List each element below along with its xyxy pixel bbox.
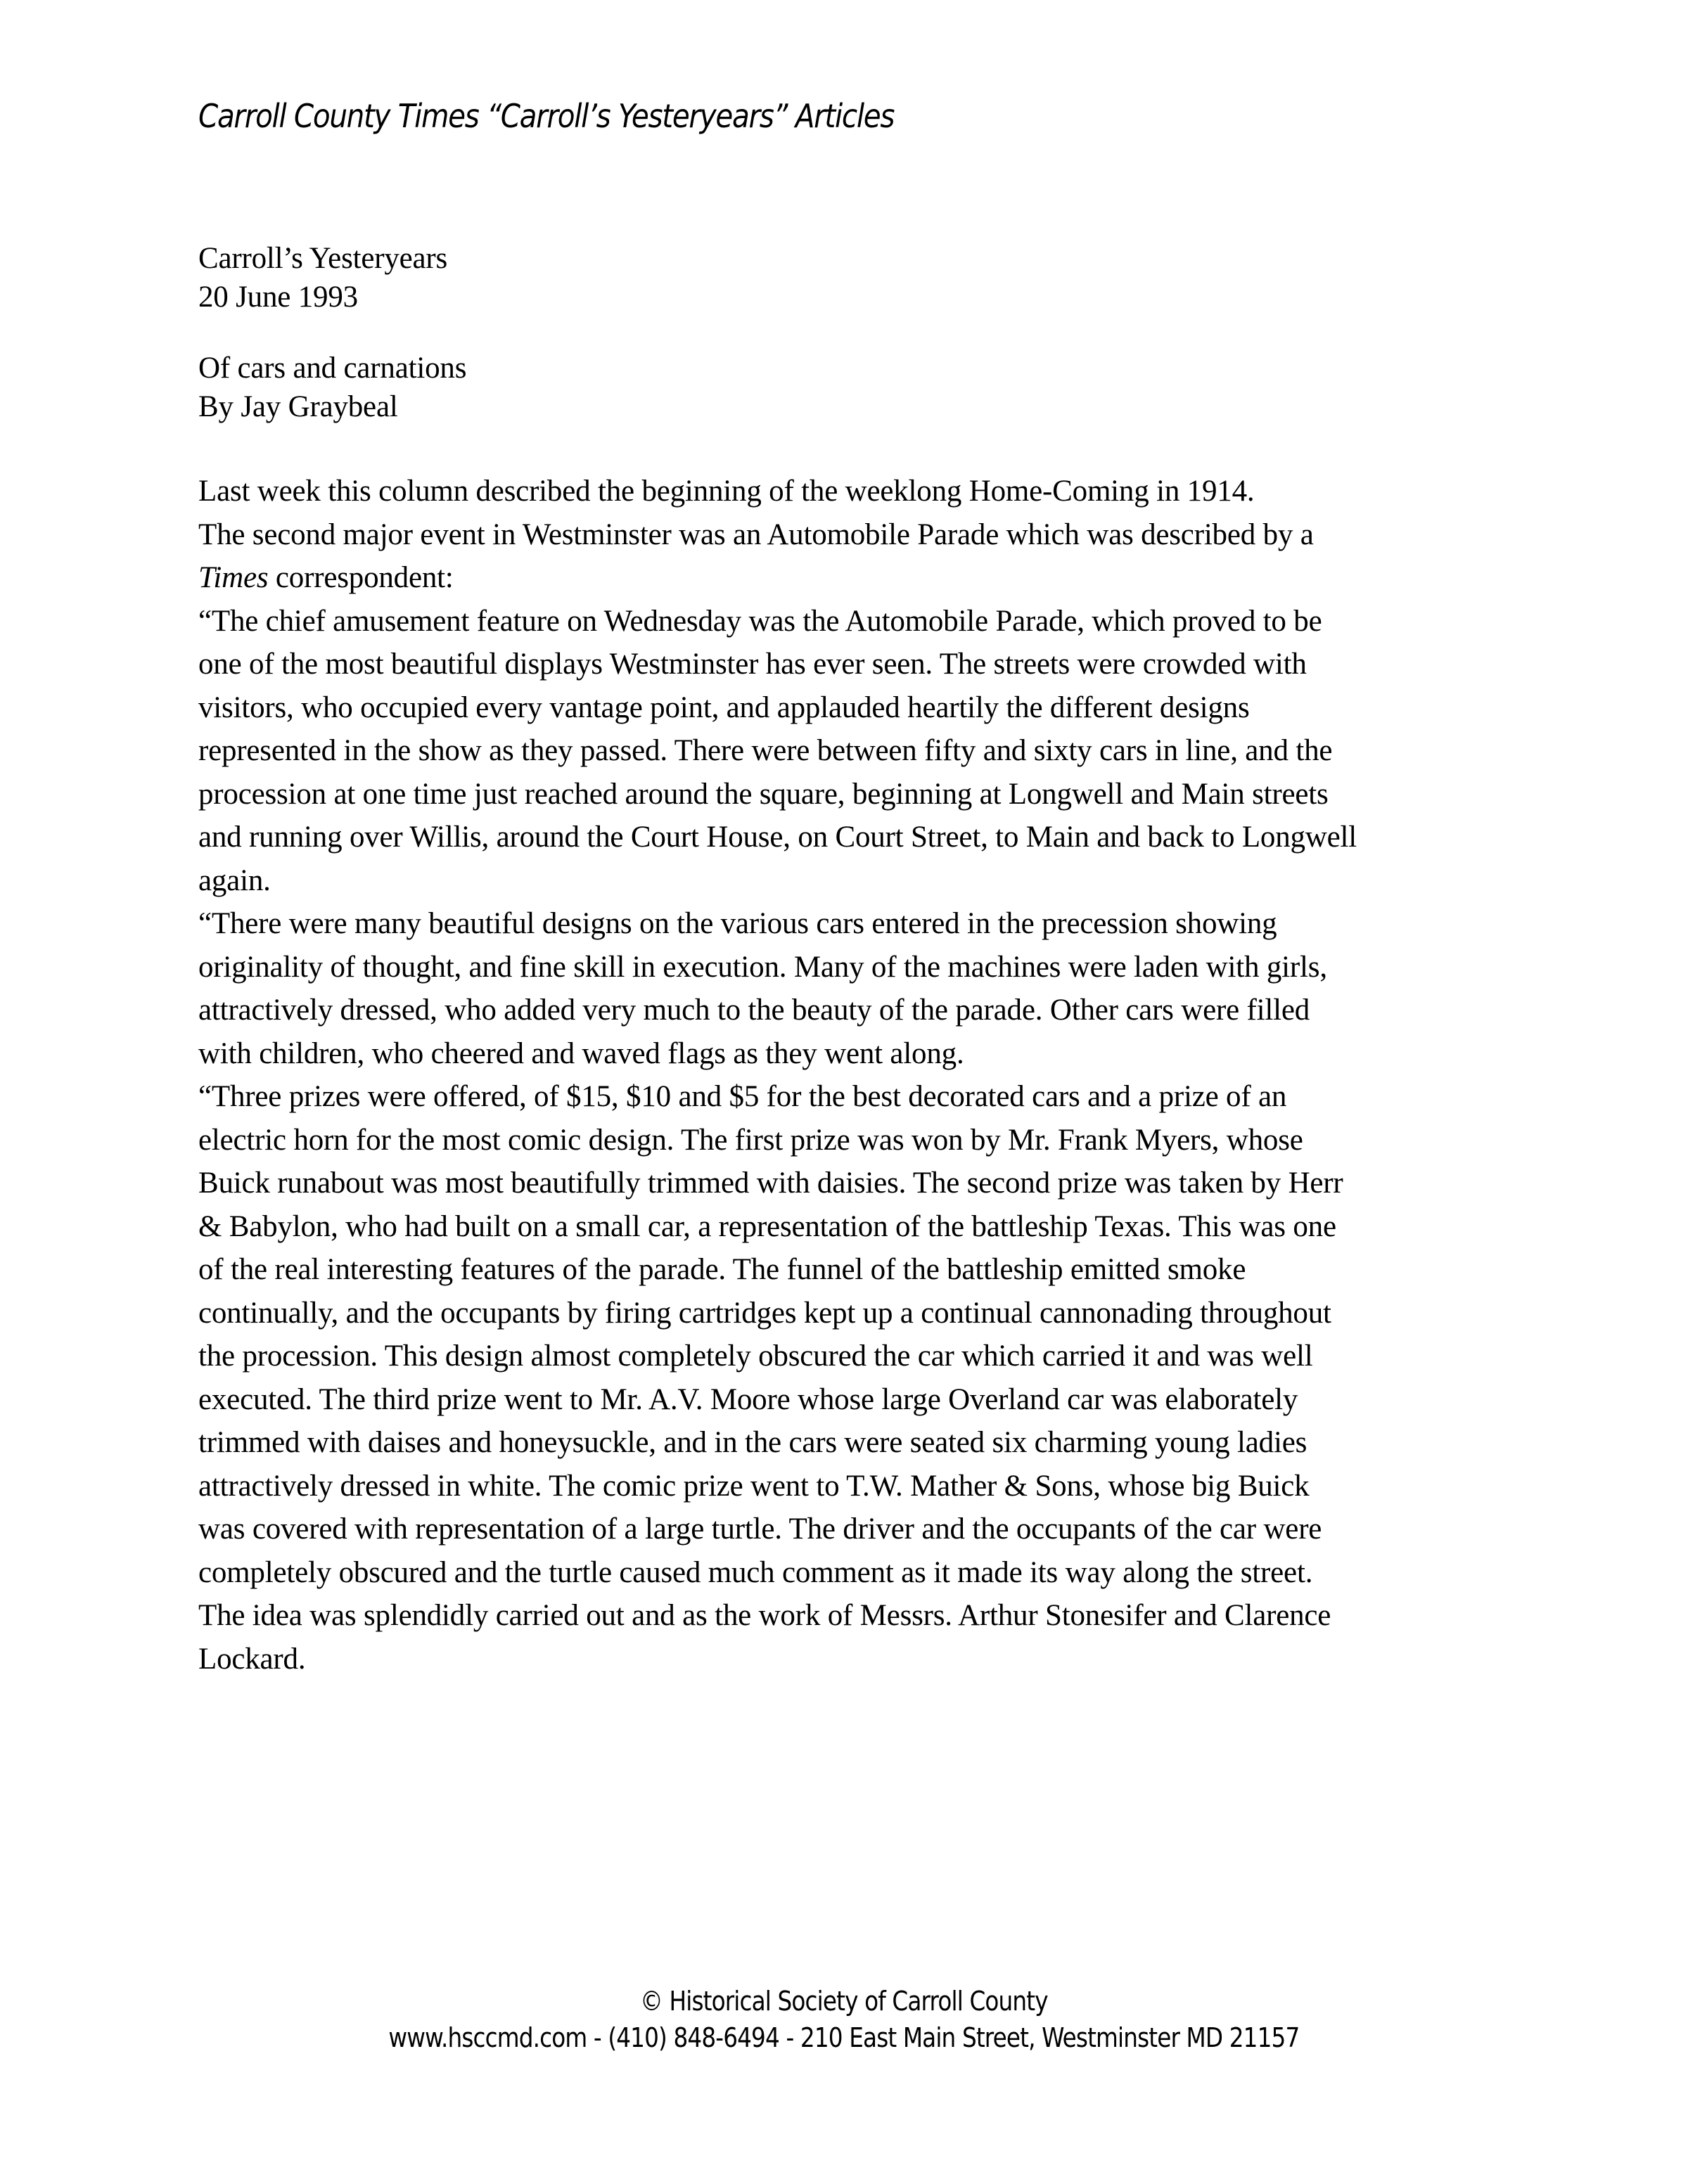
text-line: one of the most beautiful displays Westminster has ever seen. The streets were crowded with (198, 648, 1307, 681)
quote-paragraph (198, 1075, 1492, 1681)
text-line: attractively dressed in white. The comic prize went to T.W. Mather & Sons, whose big Buick (198, 1469, 1310, 1503)
text-line: The idea was splendidly carried out and as the work of Messrs. Arthur Stonesifer and Clarence (198, 1599, 1331, 1632)
text-line: procession at one time just reached around the square, beginning at Longwell and Main streets (198, 777, 1329, 811)
text-line: with children, who cheered and waved flags as they went along. (198, 1036, 964, 1070)
text-line: & Babylon, who had built on a small car, a representation of the battleship Texas. This was one (198, 1209, 1336, 1243)
text-line: continually, and the occupants by firing cartridges kept up a continual cannonading throughout (198, 1296, 1331, 1330)
text-line: the procession. This design almost completely obscured the car which carried it and was well (198, 1340, 1313, 1373)
text-line: Buick runabout was most beautifully trimmed with daisies. The second prize was taken by Herr (198, 1167, 1343, 1200)
text-line: executed. The third prize went to Mr. A.V. Moore whose large Overland car was elaborately (198, 1382, 1298, 1416)
quoted-report (198, 600, 1492, 1681)
text-line: again. (198, 863, 271, 897)
lead-in-attribution (198, 556, 1492, 600)
footer-copyright: © Historical Society of Carroll County (640, 1986, 1048, 2017)
text-line: trimmed with daises and honeysuckle, and in the cars were seated six charming young ladies (198, 1426, 1307, 1459)
quote-paragraph (198, 902, 1492, 1075)
lead-in-tail: correspondent: (268, 561, 454, 594)
text-line: was covered with representation of a large turtle. The driver and the occupants of the car were (198, 1512, 1322, 1546)
intro-paragraph: Last week this column described the beginning of the weeklong Home-Coming in 1914. (198, 475, 1255, 508)
footer-contact: www.hsccmd.com - (410) 848-6494 - 210 East Main Street, Westminster MD 21157 (388, 2022, 1300, 2053)
text-line: attractively dressed, who added very much to the beauty of the parade. Other cars were filled (198, 994, 1310, 1027)
text-line: originality of thought, and fine skill in execution. Many of the machines were laden with girls, (198, 950, 1327, 984)
text-line: represented in the show as they passed. There were between fifty and sixty cars in line, and the (198, 734, 1333, 767)
lead-in-text: The second major event in Westminster was an Automobile Parade which was described by a (198, 518, 1314, 551)
title-block (198, 349, 1492, 426)
text-line: “The chief amusement feature on Wednesday was the Automobile Parade, which proved to be (198, 604, 1322, 638)
article-byline: By Jay Graybeal (198, 390, 398, 423)
text-line: “There were many beautiful designs on the various cars entered in the precession showing (198, 907, 1277, 940)
quote-paragraph (198, 600, 1492, 903)
footer-copyright-line (0, 1983, 1688, 2019)
running-header: Carroll County Times “Carroll’s Yesteryears” Articles (198, 97, 895, 135)
text-line: “Three prizes were offered, of $15, $10 and $5 for the best decorated cars and a prize of an (198, 1080, 1287, 1113)
footer-contact-line (0, 2019, 1688, 2056)
column-info (198, 239, 1492, 316)
text-line: Lockard. (198, 1642, 306, 1676)
article-headline: Of cars and carnations (198, 352, 467, 385)
page-footer (0, 1983, 1688, 2056)
text-line: of the real interesting features of the parade. The funnel of the battleship emitted smoke (198, 1253, 1246, 1286)
newspaper-name: Times (198, 561, 269, 594)
lead-in-paragraph (198, 513, 1492, 600)
text-line: visitors, who occupied every vantage point, and applauded heartily the different designs (198, 690, 1250, 724)
text-line: completely obscured and the turtle caused much comment as it made its way along the street. (198, 1555, 1313, 1589)
text-line: electric horn for the most comic design. The first prize was won by Mr. Frank Myers, whose (198, 1123, 1303, 1157)
column-name: Carroll’s Yesteryears (198, 242, 448, 275)
article-body (198, 239, 1492, 1681)
text-line: and running over Willis, around the Court House, on Court Street, to Main and back to Longwell (198, 821, 1357, 854)
article-date: 20 June 1993 (198, 281, 358, 314)
